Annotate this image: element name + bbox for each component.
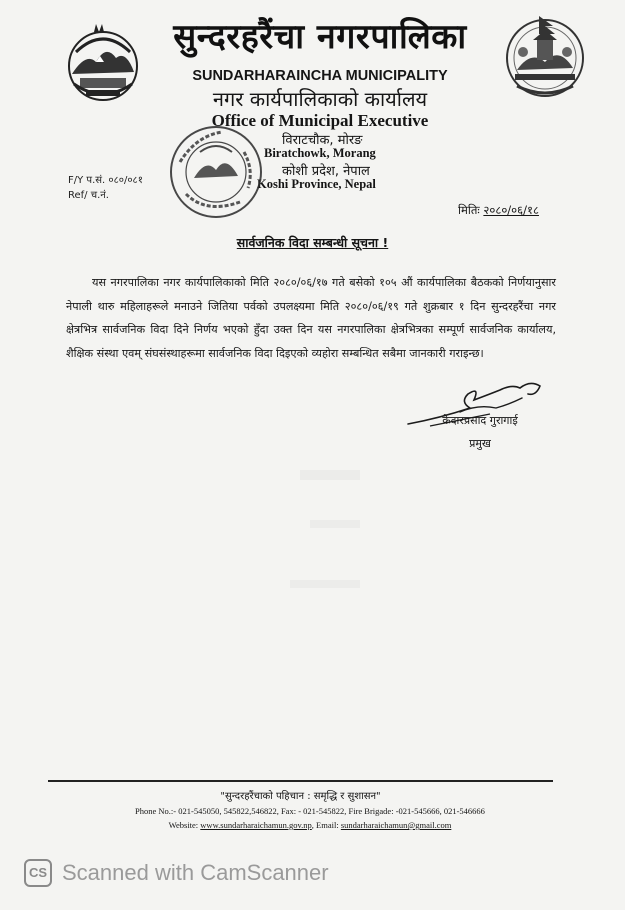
municipality-name-en: SUNDARHARAINCHA MUNICIPALITY: [192, 68, 448, 84]
footer-motto: "सुन्दरहरैंचाको पहिचान : समृद्धि र सुशासन": [220, 791, 381, 802]
signer-title: प्रमुख: [469, 437, 491, 450]
fiscal-year-reference: F/Y प.सं. ०८०/०८१: [68, 175, 143, 186]
notice-title-text: सार्वजनिक विदा सम्बन्धी सूचना !: [236, 235, 389, 250]
address-en-2: Koshi Province, Nepal: [257, 177, 376, 191]
notice-body: [66, 271, 556, 365]
footer-divider: [48, 780, 553, 782]
notice-title: [100, 234, 525, 251]
camscanner-watermark-text: Scanned with CamScanner: [62, 860, 329, 885]
website-link[interactable]: www.sundarharaichamun.gov.np: [200, 820, 312, 830]
municipality-logo-icon: [503, 12, 587, 102]
municipality-name-np: सुन्दरहरैंचा नगरपालिका: [173, 17, 467, 57]
address-np-2: कोशी प्रदेश, नेपाल: [282, 164, 370, 179]
signer-name: केदारप्रसाद गुरागाई: [442, 414, 518, 427]
website-label: Website:: [168, 820, 199, 830]
camscanner-logo-icon: CS: [24, 859, 52, 887]
office-name-en: Office of Municipal Executive: [211, 111, 429, 130]
dispatch-reference: Ref/ च.नं.: [68, 190, 109, 201]
email-link[interactable]: sundarharaichamun@gmail.com: [340, 820, 452, 830]
nepal-emblem-icon: [66, 22, 140, 102]
scan-bleed-mark: [310, 520, 360, 528]
letter-date: [458, 203, 539, 218]
scan-bleed-mark: [290, 580, 360, 588]
footer-contact: [30, 820, 590, 830]
footer-phone-numbers: Phone No.:- 021-545050, 545822,546822, Fax: - 021-545822, Fire Brigade: -021-545666, 021-546666: [135, 806, 485, 816]
address-en-1: Biratchowk, Morang: [264, 146, 376, 160]
email-label: , Email:: [311, 820, 339, 830]
date-label: मितिः: [458, 203, 480, 217]
office-stamp-icon: [166, 122, 266, 222]
date-value: २०८०/०६/१८: [483, 203, 539, 217]
scan-bleed-mark: [300, 470, 360, 480]
address-np-1: विराटचौक, मोरङ: [282, 133, 363, 148]
office-name-np: नगर कार्यपालिकाको कार्यालय: [212, 87, 428, 111]
notice-body-text: यस नगरपालिका नगर कार्यपालिकाको मिति २०८०/०६/१७ गते बसेको १०५ औं कार्यपालिका बैठकको निर्णयानुसार नेपाली थारु महिलाहरूले मनाउने जितिया पर्वको उपलक्ष्यमा मिति २०८०/०६/१९ गते शुक्रबार १ दिन सुन्दरहरैंचा नगर क्षेत्रभित्र सार्वजनिक विदा दिने निर्णय भएको हुँदा उक्त दिन यस नगरपालिका क्षेत्रभित्रका सम्पूर्ण सार्वजनिक कार्यालय, शैक्षिक संस्था एवम् संघसंस्थाहरूमा सार्वजनिक विदा दिइएको व्यहोरा सम्बन्धित सबैमा जानकारी गराइन्छ।: [66, 276, 556, 360]
